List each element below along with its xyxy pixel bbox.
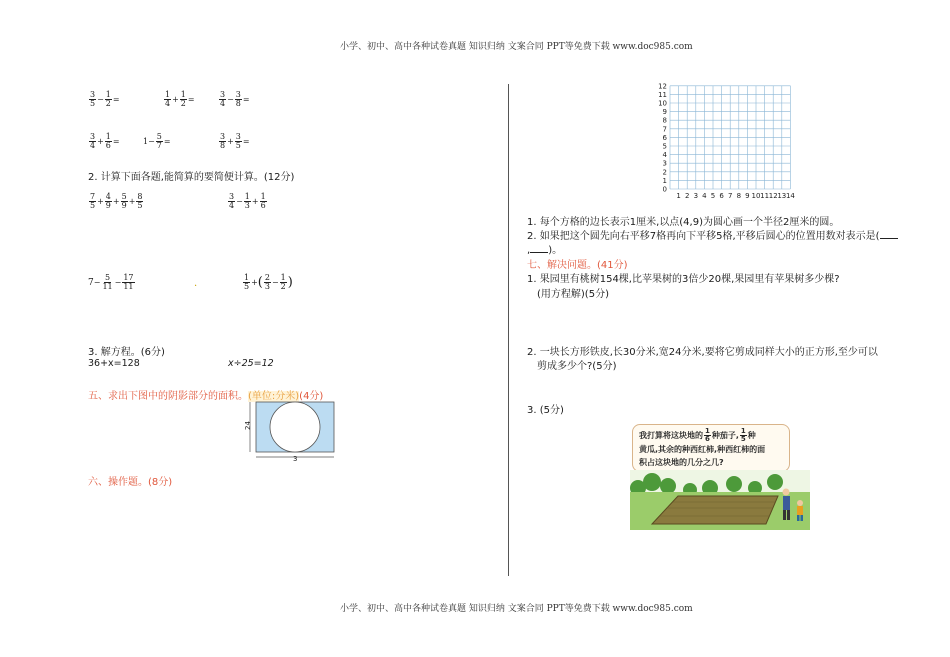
q2-expression-1: 7 5 + $\frac{4}{9}$ + $\frac{5}{9}$ + $\frac{8}{5}$	[90, 192, 143, 210]
q2-title: 2. 计算下面各题,能简算的要简便计算。(12分)	[88, 172, 295, 183]
exercise-1-2: 1 4 + $\frac{1}{2}$ =	[165, 90, 195, 108]
grid-y-tick-label: 10	[658, 99, 667, 108]
column-divider	[508, 84, 509, 576]
exercise-1-3: 3 4 − $\frac{3}{8}$ =	[220, 90, 250, 108]
figure-width-label: 3	[293, 455, 298, 462]
q3-title: 3. 解方程。(6分)	[88, 347, 165, 358]
grid-x-tick-label: 3	[693, 192, 699, 200]
figure-height-label: 24	[244, 421, 252, 430]
grid-x-tick-label: 12	[768, 192, 778, 200]
grid-x-tick-label: 7	[727, 192, 733, 200]
grid-y-tick-label: 11	[658, 90, 667, 99]
grid-y-tick-label: 4	[662, 151, 667, 160]
shaded-area-figure	[242, 398, 338, 462]
grid-x-tick-label: 2	[684, 192, 690, 200]
grid-x-tick-label: 1	[676, 192, 681, 200]
section-7-q1: 1. 果园里有桃树154棵,比苹果树的3倍少20棵,果园里有苹果树多少棵?	[527, 274, 840, 285]
exercise-2-3: 3 8 + $\frac{3}{5}$ =	[220, 132, 250, 150]
q2-expression-3: 7 − $\frac{5}{11}$ − $\frac{17}{11}$	[88, 273, 134, 291]
section-7-q1-note: (用方程解)(5分)	[537, 289, 609, 300]
exercise-1-1: 3 5 − $\frac{1}{2}$ =	[90, 90, 120, 108]
grid-y-tick-label: 3	[662, 159, 667, 168]
grid-x-tick-label: 9	[745, 192, 750, 200]
grid-y-tick-label: 8	[662, 116, 667, 125]
grid-y-tick-label: 5	[662, 142, 667, 151]
q2-expression-2: 3 4 − $\frac{1}{3}$ + $\frac{1}{6}$	[229, 192, 266, 210]
grid-y-tick-label: 1	[662, 176, 667, 185]
grid-x-tick-label: 5	[710, 192, 716, 200]
right-q2-blank-line: , )。	[527, 245, 563, 256]
q3-equation-1: 36+x=128	[88, 358, 140, 369]
section-7-title: 七、解决问题。(41分)	[527, 260, 628, 271]
grid-y-tick-label: 9	[662, 108, 667, 117]
right-q1: 1. 每个方格的边长表示1厘米,以点(4,9)为圆心画一个半径2厘米的圆。	[527, 217, 840, 228]
grid-x-tick-label: 13	[777, 192, 787, 200]
grid-x-tick-label: 14	[785, 192, 795, 200]
grid-y-tick-label: 2	[662, 168, 667, 177]
page-header: 小学、初中、高中各种试卷真题 知识归纳 文案合同 PPT等免费下载 www.doc985.com	[340, 42, 693, 52]
exercise-2-1: 3 4 + $\frac{1}{6}$ =	[90, 132, 120, 150]
grid-x-tick-label: 11	[760, 192, 770, 200]
page-footer: 小学、初中、高中各种试卷真题 知识归纳 文案合同 PPT等免费下载 www.doc985.com	[340, 604, 693, 614]
q3-equation-2: x÷25=12	[228, 358, 274, 369]
grid-x-tick-label: 10	[751, 192, 761, 200]
speech-bubble: 我打算将这块地的 $\frac{1}{6}$ 种茄子, $\frac{1}{5}$ 种 黄瓜,其余的种西红柿,种西红柿的面 积占这块地的几分之几?	[632, 424, 790, 472]
coordinate-grid	[650, 76, 820, 202]
field-illustration	[630, 470, 810, 530]
stray-dot: .	[194, 278, 198, 289]
exercise-2-2: 1 − $\frac{5}{7}$ =	[143, 132, 171, 150]
section-5-title: 五、求出下图中的阴影部分的面积。(单位:分米)(4分)	[88, 391, 324, 402]
grid-y-tick-label: 6	[662, 133, 667, 142]
section-7-q3: 3. (5分)	[527, 405, 564, 416]
grid-y-tick-label: 7	[662, 125, 667, 134]
grid-y-tick-label: 12	[658, 82, 667, 91]
grid-y-tick-label: 0	[662, 185, 667, 194]
section-6-title: 六、操作题。(8分)	[88, 477, 173, 488]
grid-x-tick-label: 6	[719, 192, 724, 200]
right-q2: 2. 如果把这个圆先向右平移7格再向下平移5格,平移后圆心的位置用数对表示是(	[527, 227, 898, 242]
section-7-q2-line2: 剪成多少个?(5分)	[537, 361, 617, 372]
inner-circle	[270, 402, 320, 452]
section-7-q2: 2. 一块长方形铁皮,长30分米,宽24分米,要将它剪成同样大小的正方形,至少可以	[527, 347, 878, 358]
grid-x-tick-label: 4	[702, 192, 707, 200]
grid-x-tick-label: 8	[736, 192, 742, 200]
q2-expression-4: 1 5 + ( 2 3 − $\frac{1}{2}$ )	[244, 273, 293, 291]
